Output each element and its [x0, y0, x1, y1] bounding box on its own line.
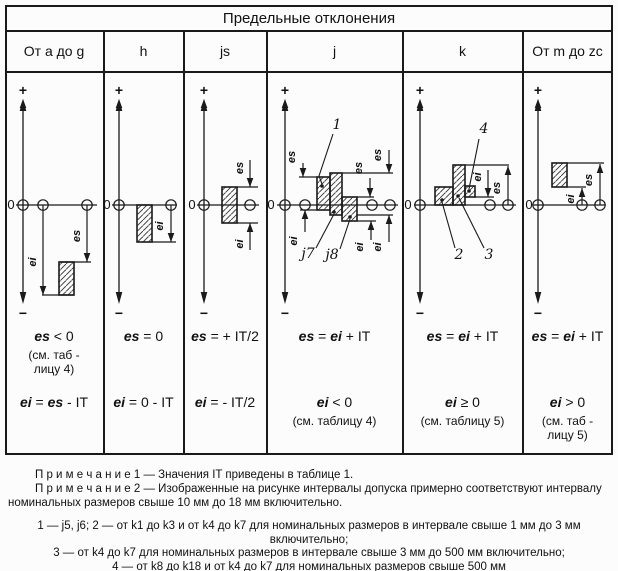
formulas-k: [403, 322, 522, 455]
minus-sign: −: [280, 305, 290, 321]
ei-label: ei: [154, 221, 166, 231]
callout-key: [8, 520, 610, 571]
plus-sign: +: [280, 82, 290, 98]
formulas-js: [184, 322, 266, 455]
callout-key-line: 4 — от k8 до k18 и от k4 до k7 для номинальных размеров свыше 500 мм: [112, 560, 506, 571]
callout-key-line: 1 — j5, j6; 2 — от k1 до k3 и от k4 до k7 для номинальных размеров в интервале свыше 1 мм до 3 мм включительно;: [37, 520, 581, 546]
note-2: П р и м е ч а н и е 2 — Изображенные на рисунке интервалы допуска примерно соответствуют интервалу номинальных размеров свыше 10 мм до 18 мм включительно.: [8, 483, 602, 509]
formulas-j: [267, 322, 402, 455]
ei-formula: ei ≥ 0: [445, 394, 480, 410]
es-formula: es = ei + IT: [531, 328, 604, 344]
ei-label: ei: [27, 257, 39, 267]
es-label: es: [372, 148, 384, 162]
es-formula: es = ei + IT: [426, 328, 499, 344]
footnotes: [8, 468, 610, 571]
ei-formula: ei = - IT/2: [194, 394, 256, 410]
ei-note: (см. таб - лицу 5): [541, 414, 594, 442]
header-k: k: [459, 43, 466, 59]
es-label: es: [583, 173, 595, 187]
zero-label: 0: [103, 197, 111, 212]
callout-label: 2: [454, 247, 464, 263]
ei-formula: ei = es - IT: [19, 394, 89, 410]
minus-sign: −: [533, 305, 543, 321]
minus-sign: −: [114, 305, 124, 321]
ei-label: ei: [288, 236, 300, 246]
formulas-h: [104, 322, 183, 455]
callout-label: j8: [325, 247, 339, 263]
zero-label: 0: [404, 197, 412, 212]
minus-sign: −: [18, 305, 28, 321]
callout-label: j7: [301, 246, 315, 262]
header-a-to-g: От а до g: [23, 43, 85, 59]
table-title: Предельные отклонения: [222, 10, 396, 27]
callout-label: 1: [332, 117, 342, 133]
minus-sign: −: [415, 305, 425, 321]
es-label: es: [491, 181, 503, 195]
es-formula: es < 0: [34, 328, 74, 344]
es-formula: es = + IT/2: [191, 328, 259, 344]
ei-label: ei: [565, 194, 577, 204]
ei-formula: ei = 0 - IT: [113, 394, 174, 410]
zero-label: 0: [267, 197, 275, 212]
header-js: js: [219, 43, 231, 59]
zero-label: 0: [7, 197, 15, 212]
formulas-a-to-g: [5, 322, 103, 455]
es-label: es: [353, 161, 365, 175]
ei-note: (см. таблицу 5): [420, 414, 505, 428]
es-label: es: [234, 161, 246, 175]
es-note: (см. таб - лицу 4): [28, 348, 80, 376]
formulas-m-to-zc: [523, 322, 612, 455]
ei-label: ei: [234, 239, 246, 249]
header-m-to-zc: От m до zc: [532, 43, 603, 59]
plus-sign: +: [199, 82, 209, 98]
ei-label: ei: [372, 242, 384, 252]
note-1: П р и м е ч а н и е 1 — Значения IT приведены в таблице 1.: [35, 469, 354, 481]
es-label: es: [286, 150, 298, 164]
ei-note: (см. таблицу 4): [292, 414, 377, 428]
callout-label: 3: [484, 247, 494, 263]
callout-label: 4: [479, 121, 489, 137]
callout-key-line: 3 — от k4 до k7 для номинальных размеров в интервале свыше 3 мм до 500 мм включительно;: [53, 547, 565, 559]
ei-formula: ei > 0: [549, 394, 586, 410]
zero-label: 0: [188, 197, 196, 212]
ei-label: ei: [472, 172, 484, 182]
header-h: h: [139, 43, 148, 59]
ei-formula: ei < 0: [316, 394, 353, 410]
plus-sign: +: [18, 82, 28, 98]
plus-sign: +: [533, 82, 543, 98]
es-formula: es = 0: [123, 328, 164, 344]
es-formula: es = ei + IT: [298, 328, 371, 344]
ei-label: ei: [354, 242, 366, 252]
es-label: es: [71, 229, 83, 243]
zero-label: 0: [525, 197, 533, 212]
plus-sign: +: [415, 82, 425, 98]
header-j: j: [332, 43, 337, 59]
minus-sign: −: [199, 305, 209, 321]
plus-sign: +: [114, 82, 124, 98]
